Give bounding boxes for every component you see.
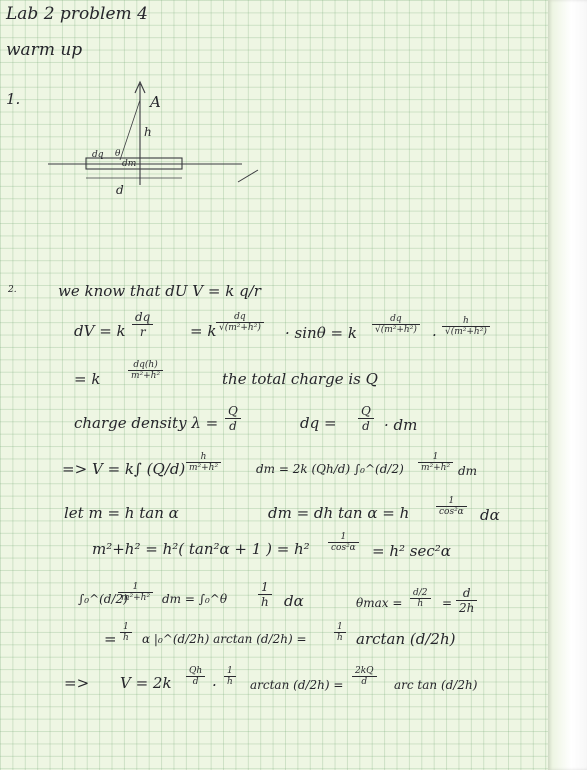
line-6-c: dα (480, 506, 500, 524)
line-10-frac-2: $\frac{1}{h}$ (224, 666, 236, 687)
line-8-a: ∫₀^(d/2) (78, 592, 128, 606)
length-d-label: d (116, 183, 124, 197)
line-2-dot: · (432, 326, 437, 344)
line-7-frac: $\frac{1}{\text{cos²α}}$ (328, 532, 359, 553)
line-9-a: = (104, 630, 117, 648)
title-line-2: warm up (6, 40, 83, 60)
point-A-label: A (150, 93, 161, 111)
dq-label: dq (92, 150, 104, 160)
axis-extension (238, 170, 258, 182)
line-5-frac-2: $\frac{1}{\text{m²+h²}}$ (418, 452, 453, 473)
line-8-frac-2: $\frac{1}{h}$ (258, 580, 272, 609)
line-8-frac-4: $\frac{d}{2h}$ (456, 586, 477, 615)
line-10-a: V = 2k (120, 674, 172, 692)
line-10-c: arctan (d/2h) = (250, 678, 344, 692)
line-2-mid: · sinθ = k (285, 324, 357, 342)
line-4-mid: dq = (300, 414, 337, 432)
dm-label: dm (122, 159, 137, 169)
height-h-label: h (144, 125, 152, 139)
part-2-label: 2. (8, 285, 17, 295)
line-10-frac-3: $\frac{2kQ}{d}$ (352, 666, 377, 687)
line-6-b: dm = dh tan α = h (268, 504, 410, 522)
line-4-frac-2: $\frac{Q}{d}$ (358, 404, 374, 433)
line-3-rhs: the total charge is Q (222, 370, 378, 388)
line-7-b: = h² sec²α (372, 542, 451, 560)
line-9-frac-2: $\frac{1}{h}$ (334, 622, 346, 643)
line-3-frac: $\frac{dq(h)}{\text{m²+h²}}$ (128, 360, 163, 381)
line-5-frac-1: $\frac{h}{\text{m²+h²}}$ (186, 452, 221, 473)
line-4-frac-1: $\frac{Q}{d}$ (225, 404, 241, 433)
line-10-b: · (212, 676, 217, 694)
theta-label: θ (115, 149, 121, 159)
line-2-frac-2: $\frac{dq}{\text{√(m²+h²)}}$ (216, 312, 264, 333)
line-8-frac-3: $\frac{d/2}{h}$ (410, 588, 431, 609)
line-8-e: = (442, 596, 453, 610)
line-4-lhs: charge density λ = (74, 414, 219, 432)
line-10-d: arc tan (d/2h) (394, 678, 478, 692)
line-2-eq: = k (190, 322, 217, 340)
line-5-a: V = k∫ (Q/d) (92, 460, 186, 478)
line-8-d: θmax = (356, 596, 403, 610)
line-5-b: dm = 2k (Qh/d) ∫₀^(d/2) (256, 462, 404, 476)
line-2-frac-1: $\frac{dq}{r}$ (132, 310, 153, 339)
line-9-b: α |₀^(d/2h) arctan (d/2h) = (142, 632, 307, 646)
line-8-b: dm = ∫₀^θ (162, 592, 228, 606)
r-line (120, 100, 140, 160)
line-1: we know that dU V = k q/r (58, 282, 261, 300)
line-8-c: dα (284, 592, 304, 610)
line-8-frac-1: $\frac{1}{\text{m²+h²}}$ (118, 582, 153, 603)
title-line-1: Lab 2 problem 4 (6, 4, 148, 24)
line-9-c: arctan (d/2h) (356, 630, 456, 648)
line-7-a: m²+h² = h²( tan²α + 1 ) = h² (92, 540, 310, 558)
line-2-frac-4: $\frac{h}{\text{√(m²+h²)}}$ (442, 316, 490, 337)
line-9-frac-1: $\frac{1}{h}$ (120, 622, 132, 643)
line-5-arrow: => (62, 460, 88, 478)
line-6-a: let m = h tan α (64, 504, 179, 522)
line-2-lhs: dV = k (74, 322, 126, 340)
line-3-lhs: = k (74, 370, 101, 388)
line-2-frac-3: $\frac{dq}{\text{√(m²+h²)}}$ (372, 314, 420, 335)
line-4-rhs: · dm (384, 416, 418, 434)
line-5-c: dm (458, 464, 478, 478)
line-10-frac-1: $\frac{Qh}{d}$ (186, 666, 205, 687)
line-10-arrow: => (64, 674, 90, 692)
part-1-label: 1. (6, 90, 21, 108)
line-6-frac: $\frac{1}{\text{cos²α}}$ (436, 496, 467, 517)
